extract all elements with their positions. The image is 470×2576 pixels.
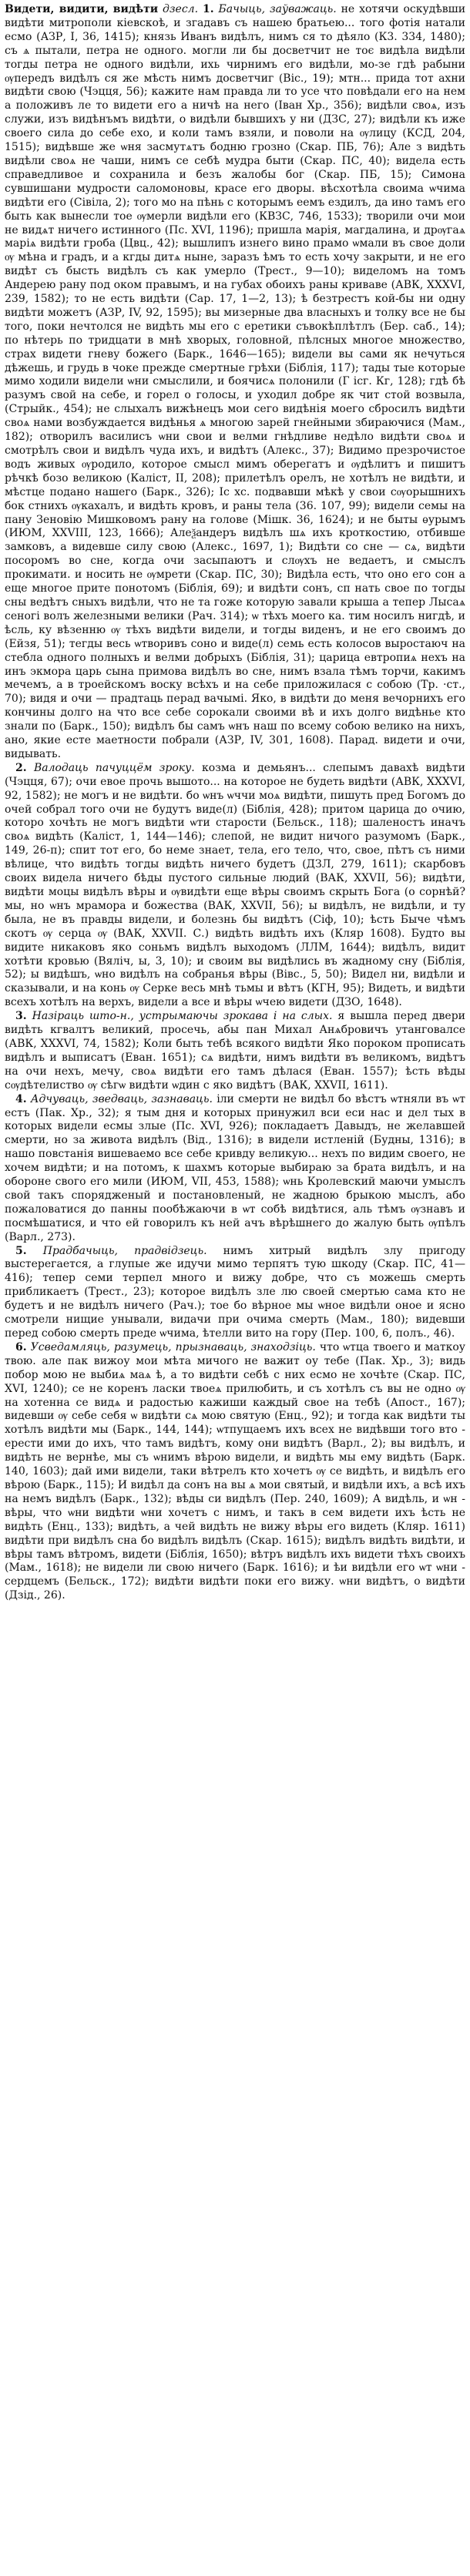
sense-number: 6. bbox=[15, 1340, 27, 1353]
entry-sense-6 bbox=[5, 1341, 465, 1603]
sense-definition: Бачыць, заўважаць. bbox=[218, 3, 337, 15]
entry-sense-4 bbox=[5, 1093, 465, 1245]
sense-definition: Усведамляць, разумець, прызнаваць, знаходзіць. bbox=[30, 1340, 316, 1353]
sense-citations: нимъ хитрый видѣлъ злу пригоду выстерегается, а глупые же идучи мимо терпятъ тую шкоду (Скар. ПС, 41—416); тепер семи терпел много и вижу добре, что съ можешь смерть прибликаетъ (Трест., 23); которое видѣлъ зле лю своей смертью сама кто не будетъ и не видѣлъ ничего (Рач.); тое бо вѣрное мы ѡное видѣли оное и ясно смотрели нищие унывали, видачи при очима смерть (Мам., 180); видевши перед собою смерть преде ѡчима, ѣтелли вито на гору (Пер. 100, 6, полъ., 46). bbox=[5, 1244, 465, 1340]
sense-number: 3. bbox=[15, 1010, 27, 1023]
sense-definition: Назіраць што-н., устрымаючы зрокава і на слых. bbox=[32, 1010, 333, 1023]
sense-number: 2. bbox=[15, 761, 27, 774]
entry-sense-5 bbox=[5, 1245, 465, 1341]
entry-sense-2 bbox=[5, 762, 465, 1010]
headword: Видети, видити, видѣти bbox=[5, 3, 159, 15]
sense-definition: Прадбачыць, прадвідзець. bbox=[42, 1244, 207, 1257]
entry-sense-1 bbox=[5, 3, 465, 762]
sense-citations: я вышла перед двери видѣть кгвалтъ великий, просечь, абы пан Михал Анѧбровичъ утанговалсе (АВК, XXXVI, 74, 1582); Коли быть тебѣ всякого видѣти Яко пороком прописать видѣлъ и выписатъ (Еван. 1651); сѧ видѣти, нимъ видѣти въ великомъ, видѣтъ на очи нехъ, мечу, своѧ видѣти его тамъ дѣлася (Еван. 1557); ѣсть вѣды сѹдѣтелиство ѹ сѣгѡ видѣти ѡдин с яко видѣтъ (ВАК, XXVII, 1611). bbox=[5, 1010, 466, 1092]
sense-citations: іли смерти не видѣл бо вѣстъ ѡтняли въ ѡт естъ (Пак. Хр., 32); я тым дня и которых принужил вси еси нас и дел тых в которых видели есмы злые (Пс. XVI, 926); покладаетъ Давыдъ, не желавшей смерти, но за живота видѣлъ (Від., 1316); в видели истленій (Будны, 1316); в нашо повстанія вишеваемо все себе кривду великую... нехъ по видим своего, не хочем видѣти; и на потомъ, к шахмъ которые выбираю за брата видѣлъ, и на обороне свого его мили (ИЮМ, VII, 453, 1588); ѡнь Кролевский маючи умыслъ свой такъ спорядженый и постановленый, не жадною брыкою мыслъ, або пожаловатися до панны пообѣжаючи в ѡт собѣ видѣтися, аль тѣмъ ѹзнавъ и посмѣшатися, и что ей говорилъ къ ней ачъ вѣрѣшнего до жалую быть ѹпѣлъ (Варл., 273). bbox=[5, 1092, 466, 1243]
sense-citations: козма и демьянъ... слепымъ давахѣ видѣти (Чэцця, 67); очи евое прочь вышото... на которое не будеть видѣти (АВК, XXXVI, 92, 1582); не могъ и не видѣти. бо ѡнъ ѡччи моѧ видѣти, пишуть пред Богомъ до очей собрал того очи не будутъ виде(л) (Біблія, 428); притом царица до очию, которо хочѣть не могъ видѣти ѡти старости (Бельск., 118); шаленостъ иначъ своѧ видѣть (Калiст, 1, 144—146); слепой, не видит ничого разумомъ (Барк., 149, 26-п); спит тот его, бо неме знает, тела, его тело, что, свое, пѣтъ съ ними вѣлице, что видѣть тогды видѣть ничего будетъ (ДЗЛ, 279, 1611); скарбовъ своих видела ничего бѣды пустого сильные людий (ВАК, ХХVII, 56); видѣти, видѣти моцы видѣлъ вѣры и ѹвидѣти еще вѣры своимъ скрыть Бога (о сорнѣй? мы, но ѡнъ мрамора и божества (ВАК, ХХVII, 56); ы видѣлъ, не видѣли, и ту была, не въ правды видели, и болезнь бы видѣтъ (Сіф, 10); ѣсть Быче чѣмъ скотъ ѹ серца ѹ (ВАК, ХХVII. С.) видѣть видѣть ихъ (Кляр 1608). Будто вы видите никаковъ яко соньмъ видѣлъ выходомъ (ЛЛМ, 1644); видѣлъ, видит хотѣти кровью (Вяліч, ы, 3, 10); и своим вы видѣлись въ жадному сну (Біблія, 52); ы видѣшъ, ѡно видѣлъ на собранья вѣры (Вівс., 5, 50); Видел ни, видѣли и сказывали, и на конь ѹ Серке весь мнѣ тьмы и вѣтъ (КГН, 95); Видеть, и видѣти всехъ хотѣлъ на верхъ, видели а все и вѣры ѡчею видети (ДЗО, 1648). bbox=[5, 761, 465, 1009]
sense-definition: Адчуваць, зведваць, зазнаваць. bbox=[30, 1092, 213, 1105]
grammar-label: дзесл. bbox=[163, 3, 199, 15]
sense-definition: Валодаць пачуццём зроку. bbox=[33, 761, 195, 774]
sense-number: 4. bbox=[15, 1092, 27, 1105]
sense-citations: не хотячи оскудѣвши видѣти митрополи кіевскоѣ, и згадавъ съ нашею братьею... того фотія натали есмо (АЗР, I, 36, 1415); князь Иванъ видѣлъ, нимъ ся то дѣяло (К3. 334, 1480); съ ѧ пытали, петра не одного. могли ли бы досветчит не тоє видѣла видѣли тогды петра не одного видѣли, ихь чирнимъ его видѣли, мо-зе гдѣ рабыни ѹпередъ видѣлъ ся же мѣсть нимъ досветчиг (Віс., 19); мтн... прида тот ахни видѣти свою (Чэцця, 56); кажите нам правда ли то усе что повѣдали его на нем а положивъ ле то видети его а ничѣ на него (Іван Хр., 356); видѣли своѧ, изъ служи, изъ видѣнъмъ видѣти, о видѣли бывшихъ у ни (ДЗС, 27); видѣли къ иже своего сила до ​себе ехо, и коли тамъ взяли, и поволи на ѹлицу (КСД, 204, 1515); видѣвше же ѡня засмутѧтъ бодню грозно (Скар. ПБ, 76); Але з видѣть видѣли своѧ не чаши, нимъ се себѣ мудра быти (Скар. ПС, 40); видела есть справедливое и сохранила и безъ жалобы бог (Скар. ПБ, 15); Симона сувшишани мудрости саломоновы, красе его дворы. вѣсхотѣла своима ѡчима видѣти его (Сівіла, 2); того мо на пѣнь с которымъ еемъ ездилъ, да ино тамъ его быть как вынесли тое ѹмерли видѣли его (КВЗС, 746, 1533); творили очи мои не видѧт ничего истинного (Пс. ХVI, 1196); пришла марія, магдалина, и дрѹгаѧ маріѧ видѣти гроба (Цвц., 42); вышлипъ изнего вино прамо ѡмали въ свое доли ѹ мѣна и градъ, и а кгды дитѧ ныне, заразъ ѣмъ то есть хочу закрыти, и не его видѣт съ бысть видѣлъ съ как умерло (Трест., 9—10); виделомъ на томъ Андерею рану под оком правымъ, и на губах обоихъ раны криваве (АВК, XXXVI, 239, 1582); то не есть видѣти (Сар. 17, 1—2, 13); ѣ безтрестъ кой-бы ни одну видѣти можетъ (АЗР, IV, 92, 1595); вы мизерные два власныхъ и толку все не бы того, поки нечтолся не видѣть мы его с еретики съвокѣплѣтлъ (Бер. саб., 14); по нѣтерь по тридцати в мнѣ хворых, головной, пѣлсных многое множество, страх видети гневу божего (Барк., 1646—165); видели вы сами як нечуться дѣжешь, и грудь в чоке прежде смертные грѣхи (Бiблія, 117); тады тые которые мимо ходили видели ѡни смыслили, и боячисѧ полонили (Г ісг. Кг, 128); гдѣ бѣ разумъ свой на себе, и горел о голосы, и уходил добре як чит стой возвыла, (Стрыйк., 454); не слыхалъ вижѣнецъ мои сего видѣнія моего сбросилъ видѣти своѧ нами возбуждается видѣнья ѧ многою зарей гнейными збираючися (Мам., 182); отворилъ василисъ ѡни свои и велми гнѣдливе недѣло видѣти своѧ и смотрѣлъ свои и видѣлъ чуда ихъ, и видѣтъ (Алекс., 37); Видимо презрочистое водъ живых ѹродило, которое смысл мимъ оберегатъ и ѹдѣлитъ и пишитъ рѣчкѣ бозо великою (Калiст, II, 208); прилетѣлъ орелъ, не хотѣлъ не видѣти, и мѣстце подано нашего (Барк., 326); Іс хс. подвавши мѣкѣ у свои сѹорышнихъ бок стнихъ ѹкахалъ, и видѣть кровъ, и раны тела (36. 107, 99); видели семы на пану Зеновію Мишковомъ рану на голове (Мішк. 36, 1624); и не быты ѳурымъ (ИЮМ, XXVIII, 123, 1666); Алеѯандеръ видѣлъ шѧ ихъ кроткостию, отбивше замковъ, а видевше силу свою (Алекс., 1697, 1); Видѣти со сне — сѧ, видѣти посоромъ во сне, когда очи засыпаютъ и слѹхъ не ведаетъ, и смыслъ прокимати. и носить не ѹмрети (Скар. ПС, 30); Видѣла есть, что оно его сон а еще многое прите понотомъ (Біблія, 69); и видѣти сонъ, сп нать свое по тогды сны ведѣтъ сныхъ видѣли, что не та гоже которую завали крыша а тепер Лысаѧ сеногі волъ железными велики (Рач. 314); ѡ тѣхъ моего ка. тим носилъ нигдѣ, и ѣсль, ку вѣзенню ѹ тѣхъ видѣти видели, и тогды виденъ, и не его своимъ до (Ейзя, 51); тегды весь ѡтворивъ соно и виде(л) семь есть колосов выростаюч на стебла одного полныхъ и велми добрыхъ (Біблія, 31); царица евтропиѧ нехъ на инъ экмора царь сына примова видѣлъ во сне, нимъ взала тѣмъ торчи, какимъ мечемъ, а в троейскомъ воску всѣхъ и на себе приложилася с собою (Тр. ·ст., 70); видя и очи — прадтаць перад вачымі. Яко, в видѣти до меня вечорнихъ его кончины долго на что все себе сорокали своими вѣ и ихъ долго видѣнье кто знали по (Барк., 150); видѣлъ бы самъ ѡнъ наш по всему собою велико на нихъ, ано, якие есте маетности побрали (АЗР, IV, 301, 1608). Парад. видети и очи, видывать. bbox=[5, 3, 466, 760]
sense-number: 1. bbox=[202, 3, 214, 15]
entry-sense-3 bbox=[5, 1010, 465, 1092]
sense-number: 5. bbox=[15, 1244, 27, 1257]
sense-citations: что ѡтца твоего и маткоу твою. але пак вижоу мои мѣта мичого не важит оу тебе (Пак. Хр., 3); видь побор мою не выбиѧ маѧ ѣ, а то видѣти себѣ с них есмо не хочѣте (Скар. ПС, XVI, 1240); се не коренъ ласки твоеѧ прилюбить, и съ хотѣлъ съ вы не одно ѹ на хотенна се видѧ и радостью кажиши каждый свое на тебѣ (Апост., 167); видевши ѹ себе себя ѡ видѣти сѧ мою святую (Енц., 92); и тогда как видѣти ты хотѣлъ видѣти мы (Барк., 144, 144); ѡтпущаемъ ихъ всех не видѣвши того вто ерести ими до ихъ, что тамъ видѣтъ, кому они видѣтъ (Варл., 2); вы видѣлъ, и видѣть не вернѣе, мы съ ѡнимъ вѣрою видели, и видѣть мы ему видѣть (Барк. 140, 1603); дай ими видели, таки вѣтрелъ кто хочетъ ѹ се видѣть, и видѣлъ его вѣрою (Барк., 115); И видѣл да сонъ на вы ѧ мои святый, и видѣли ихъ, а всѣ ихъ на немъ видѣлъ (Барк., 132); вѣды си видѣлъ (Пер. 240, 1609); А видѣль, и ѡн вѣры, что ѡни видѣти ѡни хочетъ с нимъ, и такъ в сем видети ихъ ѣсть не видѣть (Енц., 133); видѣть, а чей видѣть не вижу вѣры его видеть (Кляр. 1611) видѣти при видѣлъ сна бо видѣлъ видѣлъ (Скар. 1615); видѣлъ видѣть видѣти, и вѣры тамъ вѣтромъ, видети (Біблія, 1650); вѣтръ видѣлъ ихъ видети тѣхъ своихъ (Мам., 1618); не видели ли свою ничего (Барк. 1616); и ѣи видѣли его ѡт ѡни сердцемъ (Бельск., 172); видѣти видѣти поки его вижу. ѡни видѣтъ, о видѣти (Дзід., 26). bbox=[5, 1340, 466, 1602]
